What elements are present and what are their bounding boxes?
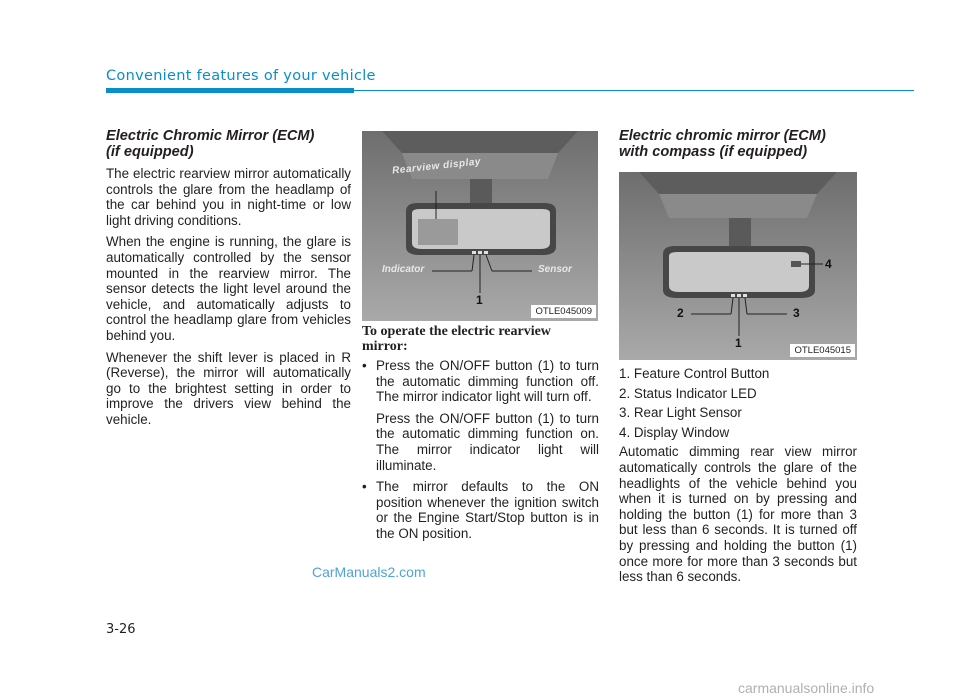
bullet-continuation: Press the ON/OFF button (1) to turn the automatic dimming function on. The mirror indicator light will illuminate. [376,410,599,473]
ecm-compass-heading-line1: Electric chromic mirror (ECM) [619,128,826,144]
list-item: 2. Status Indicator LED [619,385,757,401]
ecm-paragraph: The electric rearview mirror automatically controls the glare from the headlamp of the car behind you in night-time or low light driving conditions. [106,166,351,228]
figure-rearview-mirror [362,131,598,321]
figure-compass-mirror [619,172,857,360]
watermark-link[interactable]: CarManuals2.com [312,564,426,580]
bullet-item: • Press the ON/OFF button (1) to turn the automatic dimming function off. The mirror indicator light will turn off. [362,358,599,405]
compass-mirror-illustration [619,172,857,360]
header-rule [354,90,914,91]
ecm-paragraph: When the engine is running, the glare is automatically controlled by the sensor mounted in the rearview mirror. The sensor detects the light level around the vehicle, and automatically adjusts to control the headlamp glare from vehicles behind you. [106,234,351,343]
operate-subheading [362,324,599,354]
rearview-display-label: Rearview display [391,156,482,177]
ecm-heading-line1: Electric Chromic Mirror (ECM) [106,128,315,144]
figure-code: OTLE045015 [790,344,855,357]
ecm-heading [106,128,351,160]
list-item: 4. Display Window [619,424,730,440]
callout-1: 1 [735,336,742,350]
ecm-paragraph: Whenever the shift lever is placed in R (Reverse), the mirror will automatically go to the brightest setting in order to improve the drivers view behind the vehicle. [106,349,351,427]
column-ecm-compass [619,128,857,166]
callout-2: 2 [677,306,684,320]
list-item: 3. Rear Light Sensor [619,405,742,421]
list-item: 1. Feature Control Button [619,366,770,381]
ecm-compass-paragraph: Automatic dimming rear view mirror automatically controls the glare of the headlights of the vehicle behind you when it is turned on by pressing and holding the button (1) for more than 3 but less than 6 seconds. It is turned off by pressing and holding the button (1) once more for more than 3 seconds but less than 6 seconds. [619,444,857,585]
column-ecm [106,128,351,434]
ecm-compass-heading [619,128,857,160]
column-operate [362,324,599,548]
bullet-item: • The mirror defaults to the ON position whenever the ignition switch or the Engine Start/Stop button is in the ON position. [362,479,599,541]
watermark-text: carmanualsonline.info [738,680,875,696]
callout-1: 1 [476,293,483,307]
ecm-heading-line2: (if equipped) [106,144,194,160]
header-accent-bar [106,88,354,93]
page-number: 3-26 [106,622,136,637]
operate-subheading-line2: mirror: [362,339,408,354]
figure-code: OTLE045009 [531,305,596,318]
operate-subheading-line1: To operate the electric rearview [362,324,551,339]
indicator-label: Indicator [382,264,425,275]
callout-4: 4 [825,257,832,271]
column-ecm-compass-text [619,366,857,591]
ecm-compass-heading-line2: with compass (if equipped) [619,144,808,160]
callout-3: 3 [793,306,800,320]
section-title: Convenient features of your vehicle [106,68,376,84]
sensor-label: Sensor [538,264,572,275]
